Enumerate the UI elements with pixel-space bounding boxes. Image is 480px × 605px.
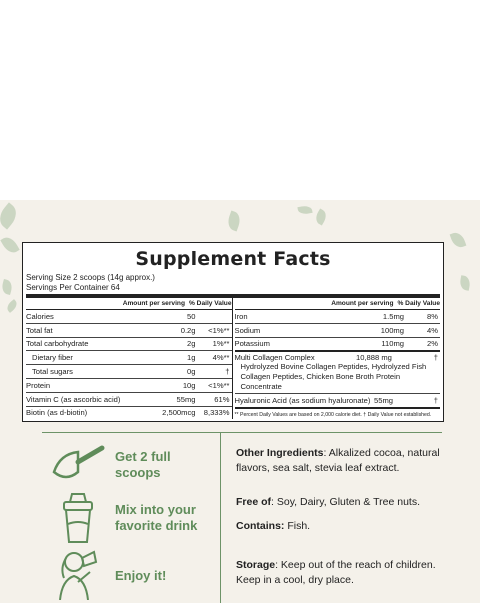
nutrient-dv: 2% bbox=[427, 339, 438, 349]
nutrient-dv: 8,333% bbox=[203, 408, 230, 418]
facts-title: Supplement Facts bbox=[135, 248, 331, 270]
nutrient-amount: 0g bbox=[187, 367, 196, 377]
nutrient-row bbox=[26, 338, 232, 352]
nutrient-row bbox=[26, 393, 232, 407]
nutrient-name: Biotin (as d-biotin) bbox=[26, 408, 88, 418]
nutrient-amount: 10g bbox=[182, 380, 196, 390]
nutrient-row bbox=[26, 407, 232, 420]
nutrient-row bbox=[26, 310, 232, 324]
step-mix bbox=[42, 492, 217, 542]
nutrient-row bbox=[26, 365, 232, 379]
nutrient-row bbox=[235, 338, 441, 353]
step-text-line1: Mix into your bbox=[115, 502, 196, 517]
nutrient-name: Vitamin C (as ascorbic acid) bbox=[26, 394, 121, 404]
nutrient-name: Hyaluronic Acid (as sodium hyaluronate) bbox=[234, 396, 371, 406]
hyaluronic-row bbox=[235, 394, 441, 409]
nutrient-row bbox=[235, 324, 441, 338]
nutrient-dv: 61% bbox=[214, 394, 230, 404]
nutrient-name: Iron bbox=[234, 311, 248, 321]
other-ingredients-label: Other Ingredients bbox=[236, 447, 324, 459]
contains bbox=[236, 519, 451, 534]
nutrient-name: Protein bbox=[26, 380, 51, 390]
nutrient-row bbox=[26, 324, 232, 338]
header-daily-value: % Daily Value bbox=[188, 300, 232, 307]
nutrient-amount: 2,500mcg bbox=[162, 408, 196, 418]
header-daily-value: % Daily Value bbox=[397, 300, 440, 307]
nutrient-amount: 1g bbox=[187, 353, 196, 363]
nutrient-amount: 2g bbox=[187, 339, 196, 349]
facts-header bbox=[26, 298, 232, 310]
facts-left-column bbox=[26, 298, 233, 419]
header-amount: Amount per serving bbox=[331, 300, 394, 307]
nutrient-amount: 55mg bbox=[374, 396, 393, 406]
step-text-line2: favorite drink bbox=[115, 518, 198, 533]
nutrient-name: Sodium bbox=[234, 325, 261, 335]
multi-collagen-dv: † bbox=[433, 353, 438, 363]
free-of bbox=[236, 495, 451, 510]
nutrient-amount: 100mg bbox=[380, 325, 404, 335]
footnote: ** Percent Daily Values are based on 2,000 calorie diet. † Daily Value not established. bbox=[234, 411, 432, 418]
nutrient-dv: 4%** bbox=[212, 353, 230, 363]
nutrient-dv: <1%** bbox=[208, 380, 230, 390]
nutrient-dv: † bbox=[433, 396, 438, 406]
serving-size: Serving Size 2 scoops (14g approx.) bbox=[26, 273, 155, 282]
nutrient-row bbox=[26, 379, 232, 393]
header-amount: Amount per serving bbox=[122, 300, 185, 307]
nutrient-dv: 1%** bbox=[212, 339, 230, 349]
nutrient-name: Total fat bbox=[26, 325, 53, 335]
other-ingredients-text: : Alkalized cocoa, natural flavors, sea salt, stevia leaf extract. bbox=[236, 447, 440, 474]
nutrient-dv: 8% bbox=[427, 311, 438, 321]
multi-collagen-row bbox=[235, 352, 441, 394]
shaker-icon bbox=[50, 492, 106, 542]
storage bbox=[236, 558, 451, 588]
nutrient-name: Dietary fiber bbox=[32, 353, 73, 363]
nutrient-amount: 1.5mg bbox=[382, 311, 404, 321]
other-ingredients bbox=[236, 446, 451, 476]
nutrient-dv: 4% bbox=[427, 325, 438, 335]
nutrient-amount: 55mg bbox=[176, 394, 196, 404]
nutrient-name: Calories bbox=[26, 311, 54, 321]
nutrient-amount: 50 bbox=[187, 311, 196, 321]
scoop-icon bbox=[50, 442, 106, 492]
step-scoop bbox=[42, 442, 217, 492]
nutrient-dv: † bbox=[225, 367, 230, 377]
free-of-label: Free of bbox=[236, 496, 272, 508]
multi-collagen-name: Multi Collagen Complex bbox=[234, 353, 315, 363]
nutrient-name: Total carbohydrate bbox=[26, 339, 89, 349]
drinking-person-icon bbox=[50, 548, 106, 598]
supplement-facts-panel bbox=[22, 242, 444, 422]
storage-label: Storage bbox=[236, 559, 276, 571]
nutrient-dv: <1%** bbox=[208, 325, 230, 335]
nutrient-amount: 110mg bbox=[381, 339, 404, 349]
multi-collagen-amount: 10,888 mg bbox=[356, 353, 392, 363]
step-text-line2: scoops bbox=[115, 465, 161, 480]
contains-label: Contains: bbox=[236, 520, 285, 532]
multi-collagen-description: Hydrolyzed Bovine Collagen Peptides, Hydrolyzed Fish Collagen Peptides, Chicken Bone Broth Protein Concentrate bbox=[240, 362, 427, 391]
free-of-text: : Soy, Dairy, Gluten & Tree nuts. bbox=[271, 496, 421, 508]
nutrient-name: Total sugars bbox=[32, 367, 73, 377]
storage-text: : Keep out of the reach of children. Keep in a cool, dry place. bbox=[236, 559, 436, 586]
nutrient-amount: 0.2g bbox=[180, 325, 196, 335]
servings-per-container: Servings Per Container 64 bbox=[26, 283, 120, 292]
nutrient-row bbox=[26, 351, 232, 365]
step-enjoy bbox=[42, 548, 217, 598]
nutrient-name: Potassium bbox=[234, 339, 270, 349]
step-text-line1: Enjoy it! bbox=[115, 568, 167, 583]
nutrient-row bbox=[235, 310, 441, 324]
facts-right-column bbox=[233, 298, 441, 419]
contains-text: Fish. bbox=[284, 520, 311, 532]
section-divider bbox=[220, 432, 221, 603]
step-text-line1: Get 2 full bbox=[115, 449, 171, 464]
facts-header bbox=[235, 298, 441, 310]
